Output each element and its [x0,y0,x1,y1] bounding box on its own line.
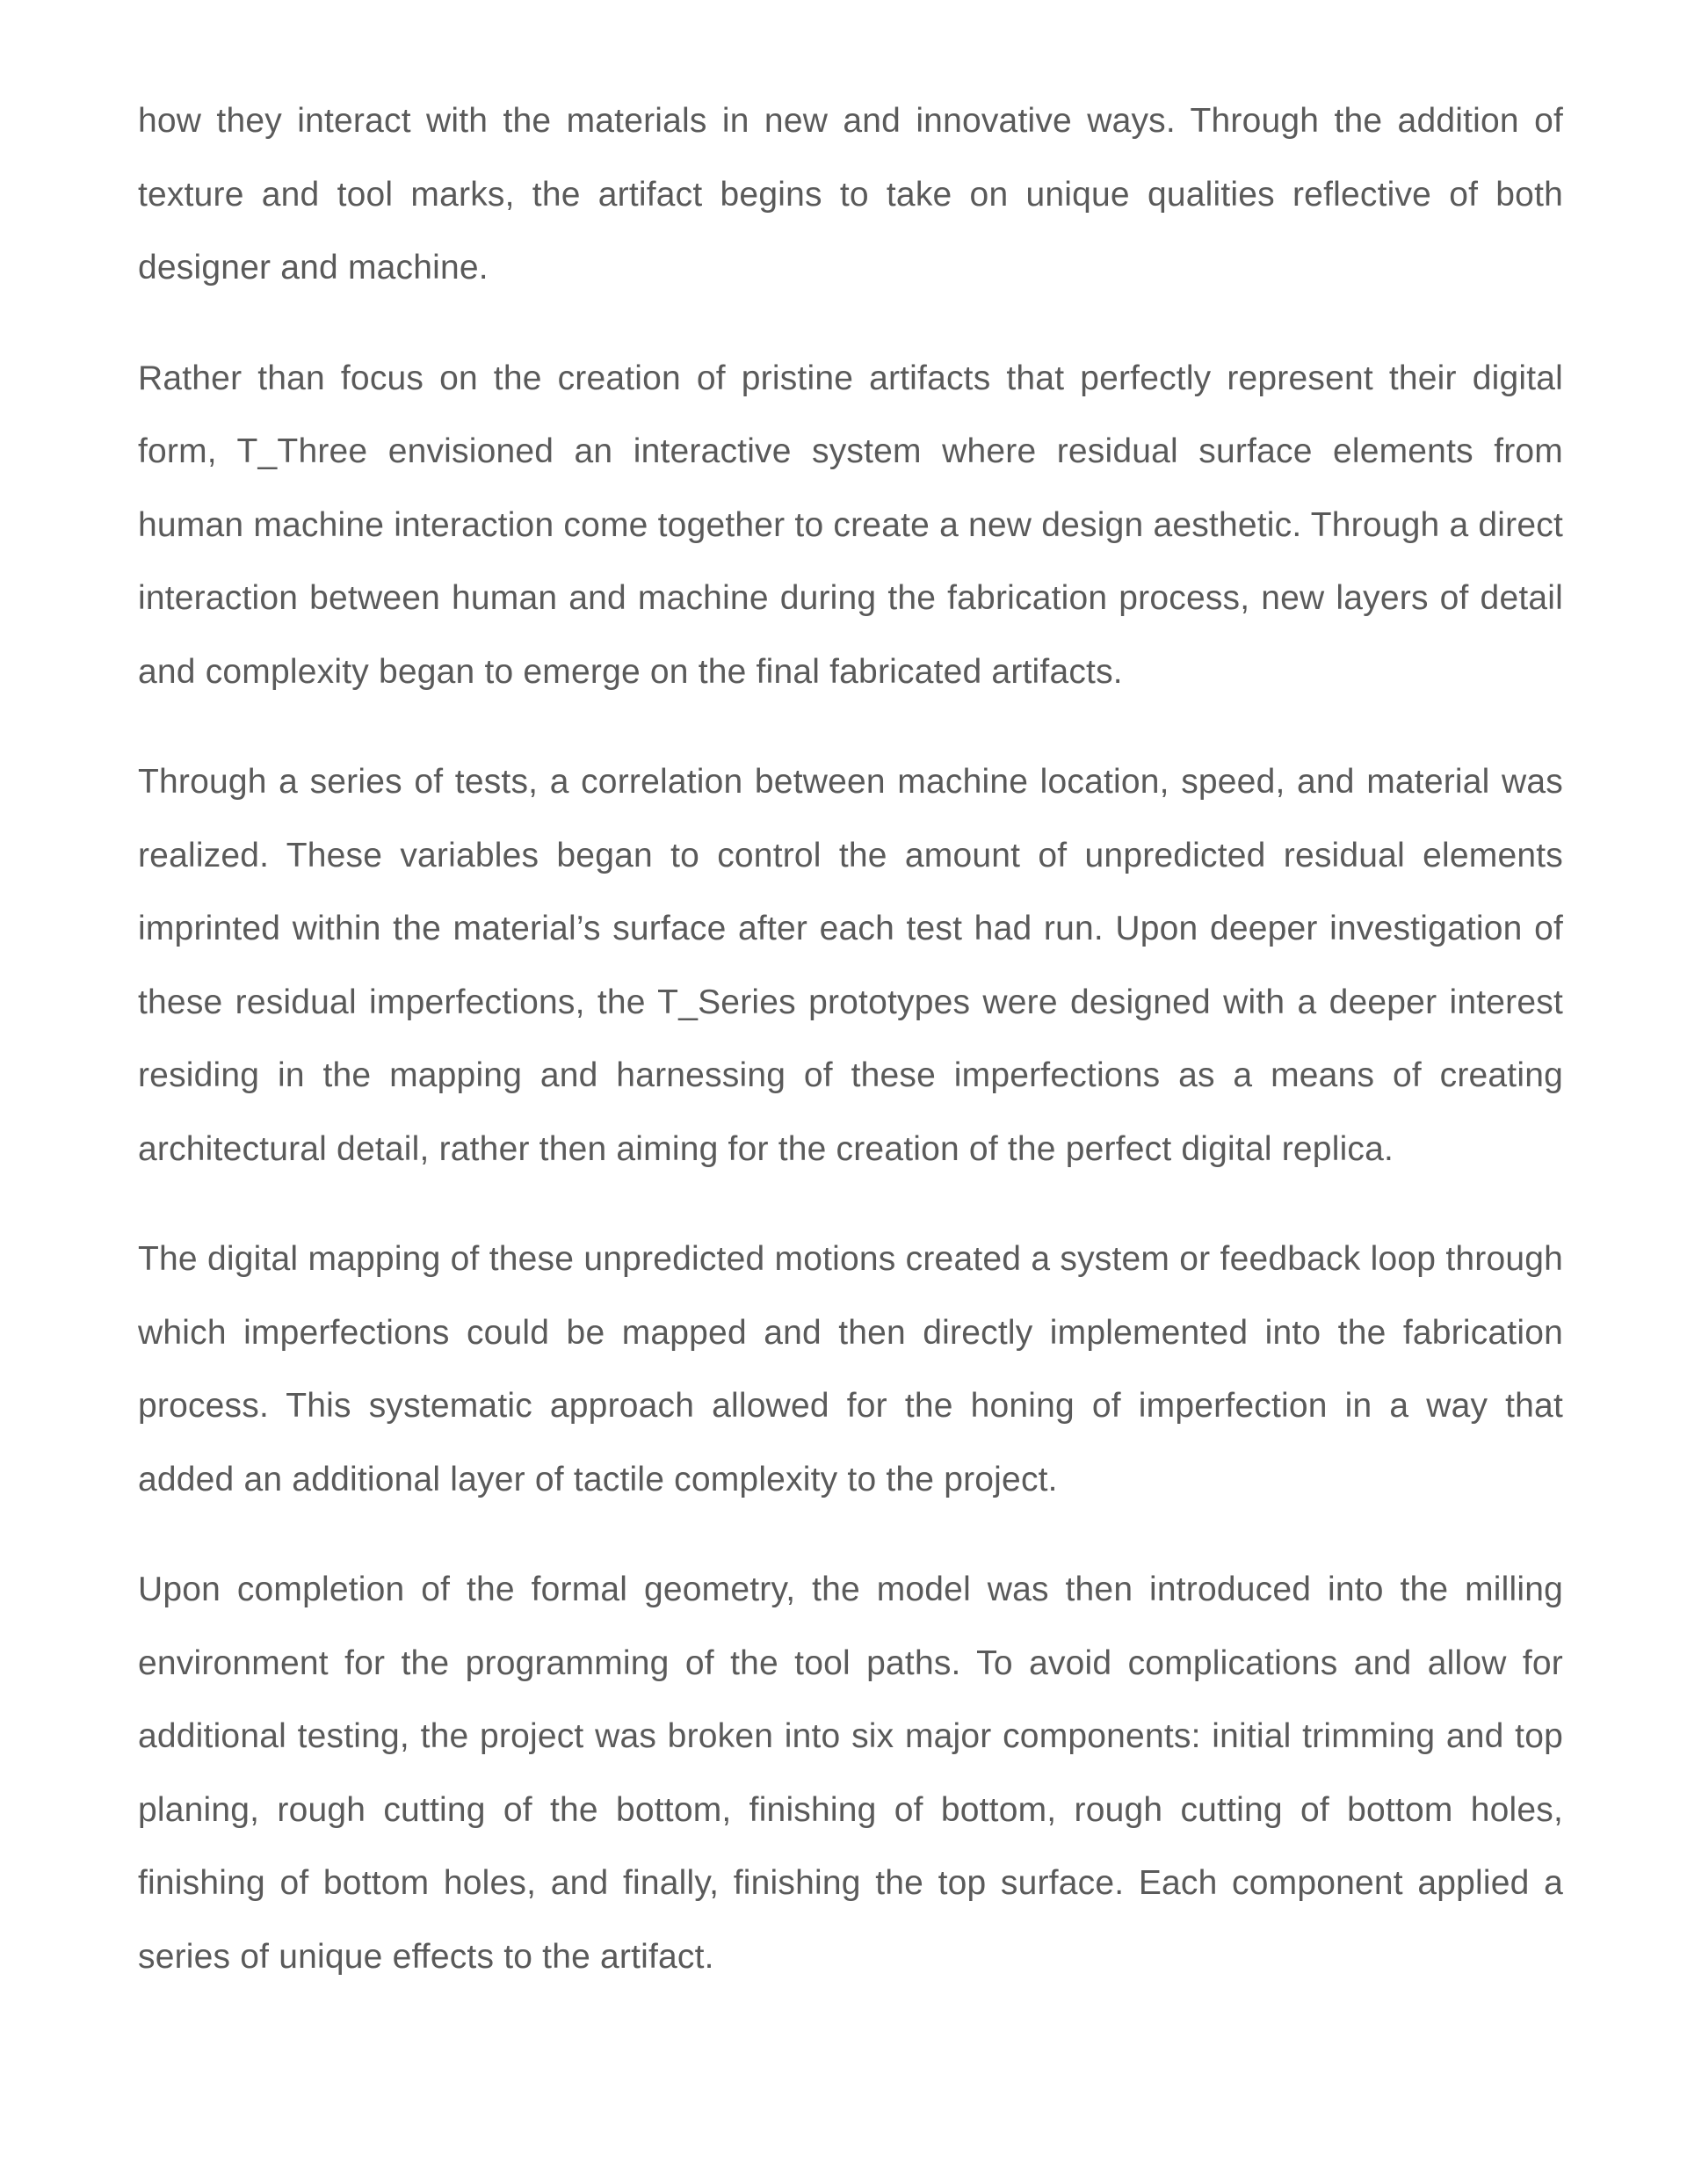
paragraph-4: The digital mapping of these unpredicted motions created a system or feedback loop through which imperfections could be mapped and then directly implemented into the fabrication process. This systematic approach allowed for the honing of imperfection in a way that added an additional layer of tactile complexity to the project. [138,1240,1563,1498]
paragraph-1: how they interact with the materials in new and innovative ways. Through the addition of texture and tool marks, the artifact begins to take on unique qualities reflective of both designer and machine. [138,102,1563,287]
paragraph-3: Through a series of tests, a correlation between machine location, speed, and material was realized. These variables began to control the amount of unpredicted residual elements imprinted within the material’s surface after each test had run. Upon deeper investigation of these residual imperfections, the T_Series prototypes were designed with a deeper interest residing in the mapping and harnessing of these imperfections as a means of creating architectural detail, rather then aiming for the creation of the perfect digital replica. [138,763,1563,1168]
body-text [138,84,1563,1993]
paragraph-5: Upon completion of the formal geometry, the model was then introduced into the milling environment for the programming of the tool paths. To avoid complications and allow for additional testing, the project was broken into six major components: initial trimming and top planing, rough cutting of the bottom, finishing of bottom, rough cutting of bottom holes, finishing of bottom holes, and finally, finishing the top surface. Each component applied a series of unique effects to the artifact. [138,1571,1563,1976]
paragraph-2: Rather than focus on the creation of pristine artifacts that perfectly represent their digital form, T_Three envisioned an interactive system where residual surface elements from human machine interaction come together to create a new design aesthetic. Through a direct interaction between human and machine during the fabrication process, new layers of detail and complexity began to emerge on the final fabricated artifacts. [138,359,1563,691]
